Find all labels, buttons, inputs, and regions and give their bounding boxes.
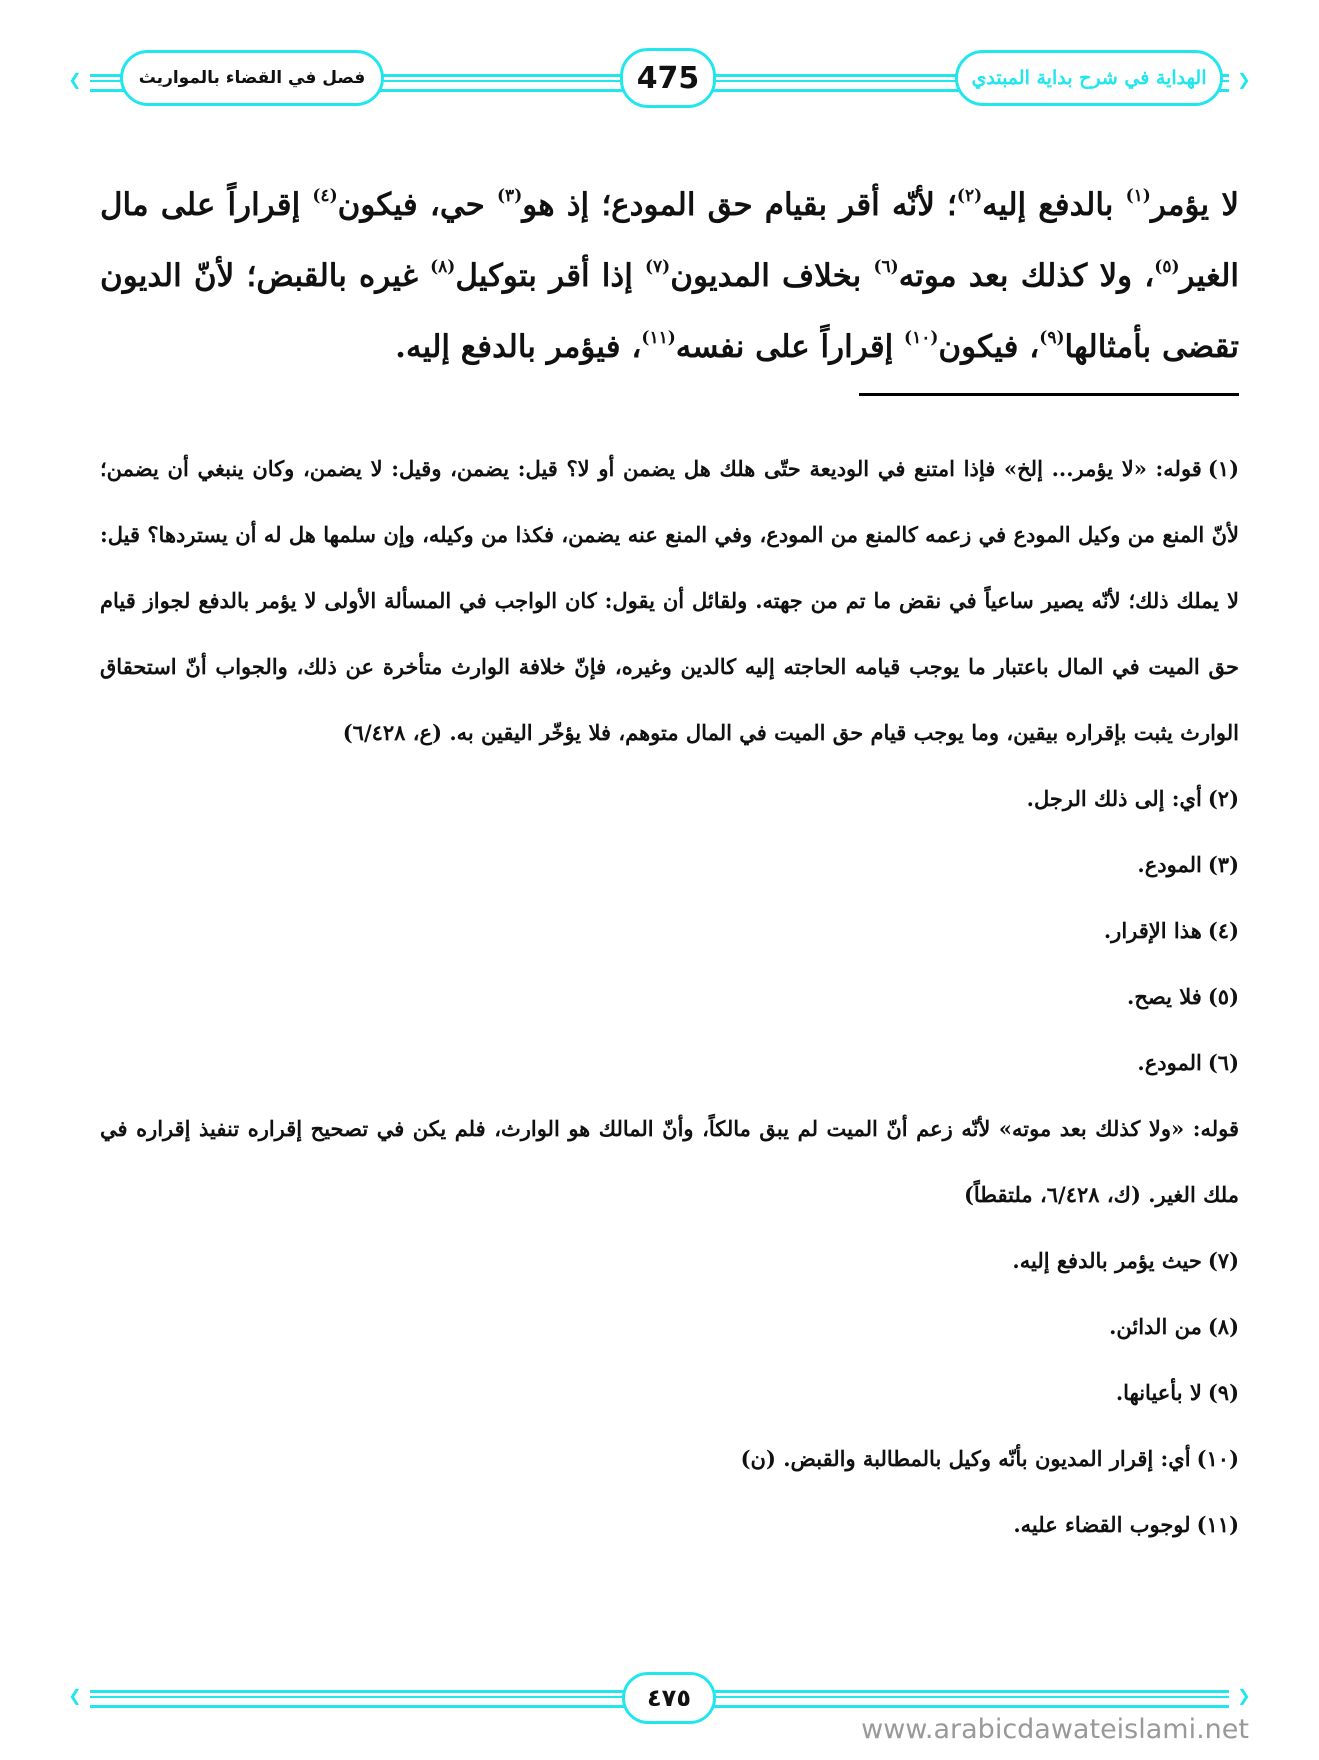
footnote-number: (١) bbox=[1207, 456, 1239, 481]
footnote-number: (٨) bbox=[1207, 1314, 1239, 1339]
footnote-lead: قوله: «لا يؤمر... إلخ» bbox=[1004, 456, 1202, 481]
footnote bbox=[100, 1294, 1239, 1360]
footnote-text: المودع. bbox=[1137, 1050, 1202, 1075]
text-segment: بالدفع إليه bbox=[982, 187, 1126, 223]
footnote-number: (١٠) bbox=[1196, 1446, 1239, 1471]
footnote bbox=[100, 964, 1239, 1030]
footnote bbox=[100, 1360, 1239, 1426]
footnote bbox=[100, 766, 1239, 832]
footnote-ref[interactable]: (٦) bbox=[873, 257, 899, 277]
footnote-ref[interactable]: (١) bbox=[1125, 186, 1151, 206]
footnote-ref[interactable]: (٢) bbox=[956, 186, 983, 206]
footnote-ref[interactable]: (٩) bbox=[1039, 328, 1065, 348]
footnote bbox=[100, 1030, 1239, 1096]
footnote bbox=[100, 1426, 1239, 1492]
footnote-number: (٤) bbox=[1207, 918, 1239, 943]
header-ornament: ❮ ❯ bbox=[60, 72, 1259, 88]
footnote-ref[interactable]: (٥) bbox=[1154, 257, 1180, 277]
watermark: www.arabicdawateislami.net bbox=[861, 1714, 1249, 1745]
main-text bbox=[100, 170, 1239, 383]
footnote-text: المودع. bbox=[1137, 852, 1202, 877]
footnote-text: أي: إلى ذلك الرجل. bbox=[1026, 786, 1202, 811]
footnote-number: (٩) bbox=[1207, 1380, 1239, 1405]
text-segment: إقراراً على نفسه bbox=[675, 329, 905, 365]
footnote-text: أي: إقرار المديون بأنّه وكيل بالمطالبة والقبض. (ن) bbox=[740, 1446, 1191, 1471]
footnote-text: لا بأعيانها. bbox=[1115, 1380, 1202, 1405]
footnote-text: من الدائن. bbox=[1109, 1314, 1202, 1339]
text-segment: ، فيؤمر بالدفع إليه. bbox=[395, 329, 642, 365]
footnote-number: (٣) bbox=[1207, 852, 1239, 877]
text-segment: بخلاف المديون bbox=[670, 258, 874, 294]
footnote bbox=[100, 1096, 1239, 1228]
footnote-number: (٥) bbox=[1207, 984, 1239, 1009]
footnote-text: فلا يصح. bbox=[1127, 984, 1202, 1009]
footnote-ref[interactable]: (٤) bbox=[312, 186, 338, 206]
footnote-text: هذا الإقرار. bbox=[1103, 918, 1202, 943]
footnote-ref[interactable]: (١١) bbox=[641, 328, 676, 348]
text-segment: لا يؤمر bbox=[1150, 187, 1239, 223]
footnote-text: حيث يؤمر بالدفع إليه. bbox=[1012, 1248, 1202, 1273]
footer-page-number: ٤٧٥ bbox=[622, 1672, 716, 1724]
footnote bbox=[100, 898, 1239, 964]
footnote-number: (٦) bbox=[1207, 1050, 1239, 1075]
text-segment: ، فيكون bbox=[938, 329, 1040, 365]
footnote-number: (٧) bbox=[1207, 1248, 1239, 1273]
footnote-ref[interactable]: (٨) bbox=[430, 257, 456, 277]
footnote-ref[interactable]: (٧) bbox=[644, 257, 671, 277]
chapter-title: فصل في القضاء بالمواريث bbox=[120, 50, 384, 106]
book-title-logo: الهداية في شرح بداية المبتدي bbox=[955, 50, 1223, 106]
footnote bbox=[100, 1228, 1239, 1294]
text-segment: إقراراً على مال الغير bbox=[100, 187, 1240, 294]
footer-ornament: ❮ ❯ bbox=[60, 1688, 1259, 1704]
footnotes bbox=[100, 436, 1239, 1558]
text-segment: حي، فيكون bbox=[337, 187, 497, 223]
footnote-number: (١١) bbox=[1196, 1512, 1239, 1537]
text-segment: غيره بالقبض؛ لأنّ الديون تقضى بأمثالها bbox=[100, 258, 1239, 365]
footnote-text: لوجوب القضاء عليه. bbox=[1013, 1512, 1191, 1537]
footnote-lead: قوله: «ولا كذلك بعد موته» bbox=[998, 1116, 1239, 1141]
footnote bbox=[100, 1492, 1239, 1558]
text-segment: ، ولا كذلك بعد موته bbox=[898, 258, 1155, 294]
text-segment: إذا أقر بتوكيل bbox=[455, 258, 645, 294]
footnote-number: (٢) bbox=[1207, 786, 1239, 811]
page-number: 475 bbox=[620, 48, 716, 108]
footnote-separator bbox=[859, 393, 1239, 396]
footnote-ref[interactable]: (١٠) bbox=[904, 328, 939, 348]
footnote bbox=[100, 436, 1239, 766]
footnote-ref[interactable]: (٣) bbox=[497, 186, 523, 206]
text-segment: ؛ لأنّه أقر بقيام حق المودع؛ إذ هو bbox=[522, 187, 957, 223]
footnote-text: فإذا امتنع في الوديعة حتّى هلك هل يضمن أو لا؟ قيل: يضمن، وقيل: لا يضمن، وكان ينبغي أن يضمن؛ لأنّ المنع من وكيل المودع في زعمه كالمنع من المودع، وفي المنع عنه يضمن، فكذا من وكيله، وإن سلمها هل له أن يستردها؟ قيل: لا يملك ذلك؛ لأنّه يصير ساعياً في نقض ما تم من جهته. ولقائل أن يقول: كان الواجب في المسألة الأولى لا يؤمر بالدفع لجواز قيام حق الميت في المال باعتبار ما يوجب قيامه الحاجته إليه كالدين وغيره، فإنّ خلافة الوارث متأخرة عن ذلك، والجواب أنّ استحقاق الوارث يثبت بإقراره بيقين، وما يوجب قيام حق الميت في المال متوهم، فلا يؤخّر اليقين به. (ع، ٦/٤٢٨) bbox=[100, 456, 1239, 745]
footnote-text: لأنّه زعم أنّ الميت لم يبق مالكاً، وأنّ المالك هو الوارث، فلم يكن في تصحيح إقراره تنفيذ إقراره في ملك الغير. (ك، ٦/٤٢٨، ملتقطاً) bbox=[100, 1116, 1239, 1207]
footnote bbox=[100, 832, 1239, 898]
